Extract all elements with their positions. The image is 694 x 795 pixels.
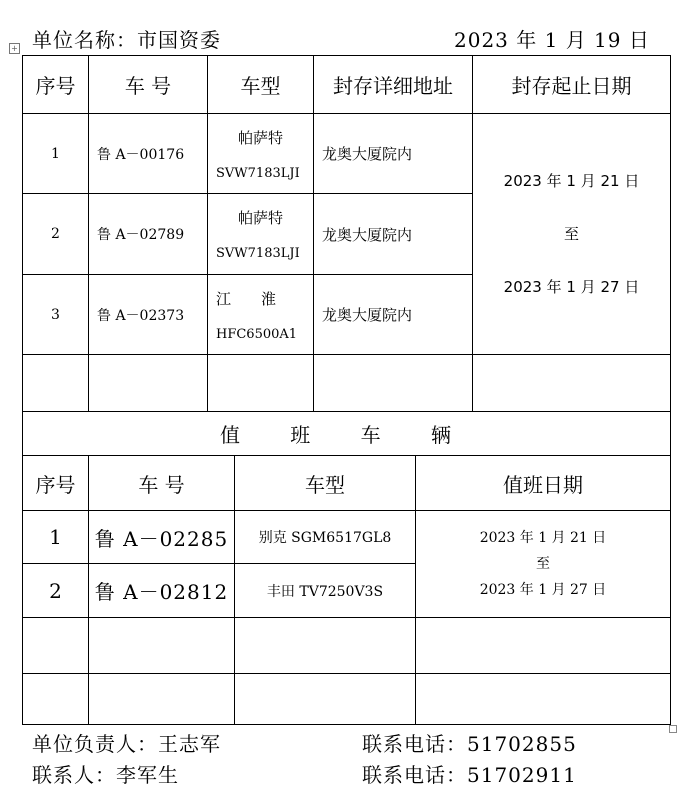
table-row <box>23 511 671 564</box>
row-plate: 鲁 A－02285 <box>89 511 235 564</box>
row-plate: 鲁 A－02812 <box>89 564 235 618</box>
empty-cell <box>23 355 89 412</box>
period-end: 2023 年 1 月 27 日 <box>479 582 607 598</box>
empty-cell <box>23 618 89 674</box>
unit-leader-phone: 联系电话：51702855 <box>362 732 577 756</box>
empty-cell <box>416 674 671 725</box>
empty-row <box>23 674 671 725</box>
col-header-no: 序号 <box>23 56 89 114</box>
row-no: 1 <box>23 511 89 564</box>
duty-period-cell <box>416 511 671 618</box>
row-plate: 鲁 A－00176 <box>89 114 208 194</box>
sealed-vehicles-table <box>22 55 671 456</box>
model-code: HFC6500A1 <box>216 326 298 342</box>
empty-row <box>23 618 671 674</box>
model-name: 帕萨特 <box>237 128 283 147</box>
contact-person: 联系人：李军生 <box>32 763 179 787</box>
table-header-row <box>23 456 671 511</box>
model-name: 帕萨特 <box>237 209 283 227</box>
empty-cell <box>235 674 416 725</box>
col-header-duty-date: 值班日期 <box>416 456 671 511</box>
row-address: 龙奥大厦院内 <box>314 275 473 355</box>
col-header-address: 封存详细地址 <box>314 56 473 114</box>
model-name: 江 淮 <box>216 289 277 308</box>
empty-cell <box>89 355 208 412</box>
model-code: SVW7183LJI <box>216 246 300 261</box>
row-plate: 鲁 A－02789 <box>89 194 208 275</box>
period-start: 2023 年 1 月 21 日 <box>479 530 607 546</box>
sealed-period-cell <box>473 114 671 355</box>
empty-cell <box>314 355 473 412</box>
table-header-row <box>23 56 671 114</box>
row-no: 2 <box>23 564 89 618</box>
row-no: 3 <box>23 275 89 355</box>
col-header-no: 序号 <box>23 456 89 511</box>
row-address: 龙奥大厦院内 <box>314 114 473 194</box>
row-address: 龙奥大厦院内 <box>314 194 473 275</box>
report-date: 2023 年 1 月 19 日 <box>454 28 650 52</box>
empty-cell <box>89 618 235 674</box>
row-plate: 鲁 A－02373 <box>89 275 208 355</box>
row-model <box>208 194 314 275</box>
model-code: SVW7183LJI <box>216 165 300 181</box>
col-header-period: 封存起止日期 <box>473 56 671 114</box>
contact-phone: 联系电话：51702911 <box>362 763 577 787</box>
empty-row <box>23 355 671 412</box>
duty-title-row <box>23 412 671 456</box>
duty-section-title: 值 班 车 辆 <box>23 412 671 456</box>
row-no: 2 <box>23 194 89 275</box>
empty-cell <box>235 618 416 674</box>
period-to: 至 <box>536 556 550 572</box>
period-start: 2023 年 1 月 21 日 <box>503 171 640 190</box>
col-header-model: 车型 <box>208 56 314 114</box>
empty-cell <box>473 355 671 412</box>
table-resize-handle[interactable] <box>669 725 677 733</box>
row-model <box>208 275 314 355</box>
empty-cell <box>416 618 671 674</box>
row-model <box>208 114 314 194</box>
empty-cell <box>23 674 89 725</box>
col-header-plate: 车 号 <box>89 56 208 114</box>
col-header-model: 车型 <box>235 456 416 511</box>
empty-cell <box>208 355 314 412</box>
row-model: 别克 SGM6517GL8 <box>235 511 416 564</box>
period-end: 2023 年 1 月 27 日 <box>503 277 640 296</box>
row-no: 1 <box>23 114 89 194</box>
col-header-plate: 车 号 <box>89 456 235 511</box>
table-move-handle-icon[interactable]: + <box>9 43 20 54</box>
table-row <box>23 114 671 194</box>
duty-vehicles-table <box>22 455 671 725</box>
unit-name: 单位名称：市国资委 <box>32 28 221 52</box>
unit-leader: 单位负责人：王志军 <box>32 732 221 756</box>
empty-cell <box>89 674 235 725</box>
row-model: 丰田 TV7250V3S <box>235 564 416 618</box>
period-to: 至 <box>563 224 579 243</box>
